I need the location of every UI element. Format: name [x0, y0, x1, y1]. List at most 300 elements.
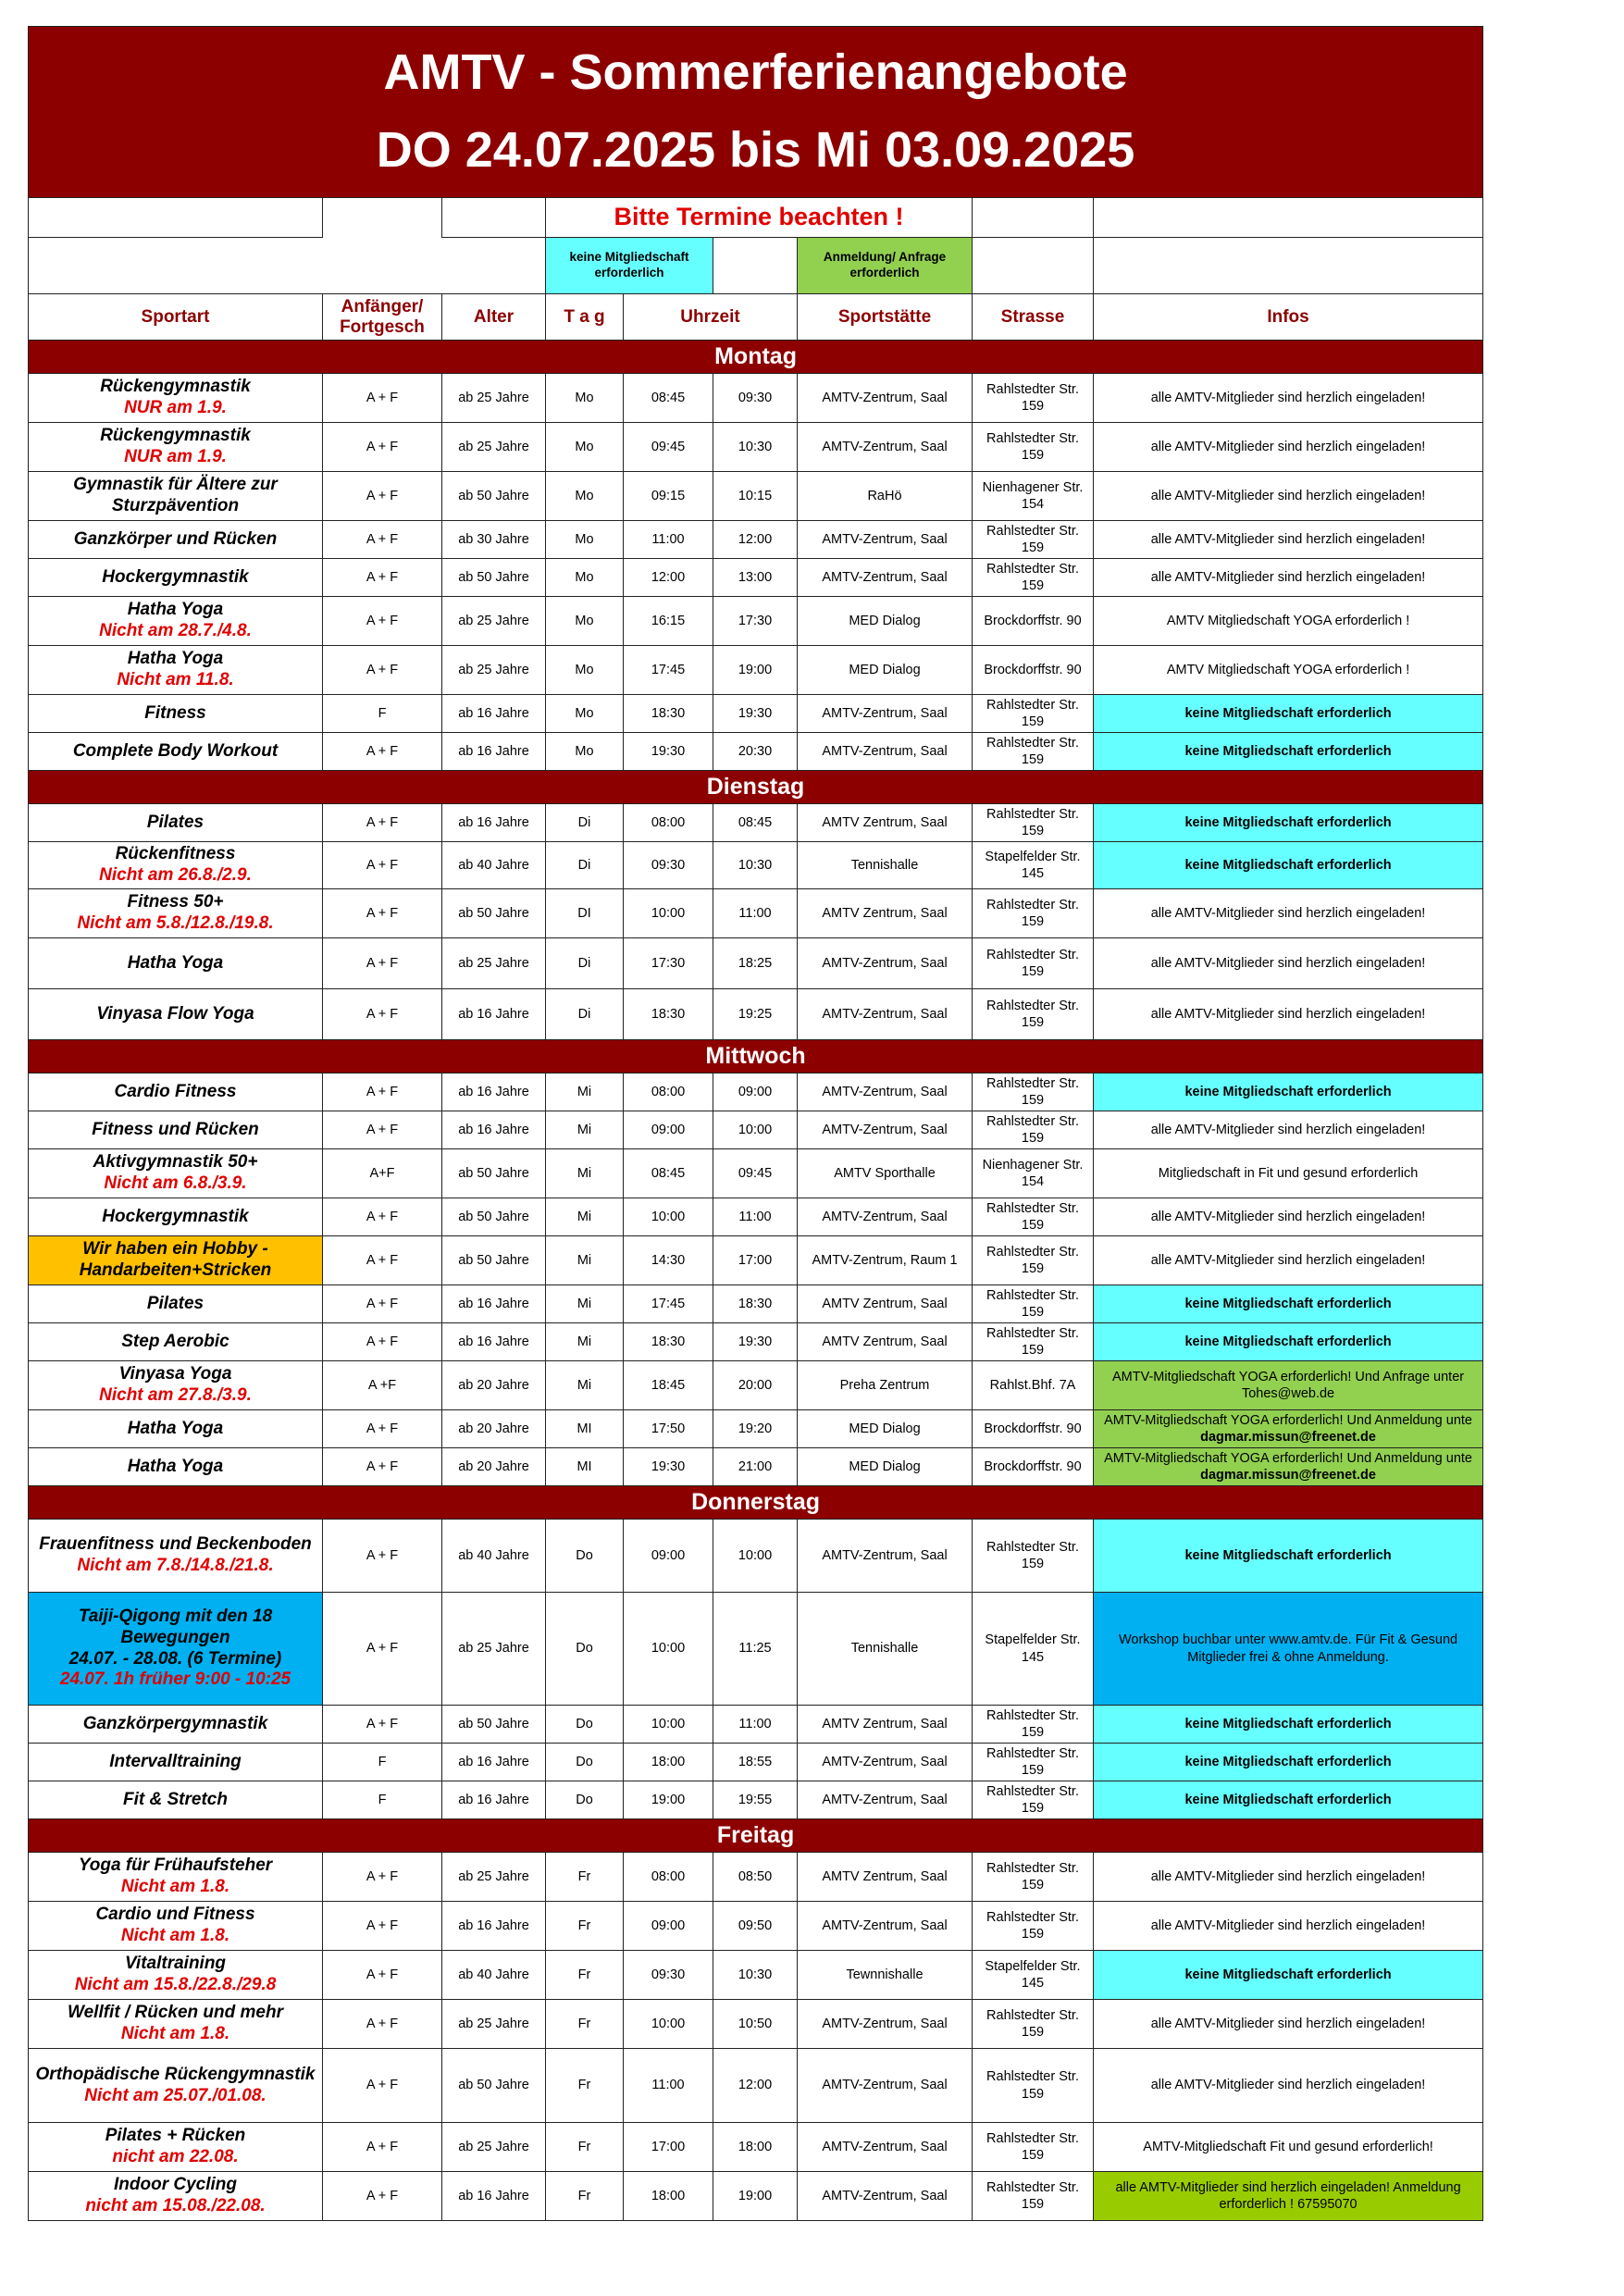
course-info-text: AMTV-Mitgliedschaft Fit und gesund erforderlich!	[1143, 2139, 1433, 2154]
course-venue: AMTV-Zentrum, Saal	[798, 1520, 973, 1593]
course-street: Rahlst.Bhf. 7A	[973, 1361, 1094, 1410]
course-info	[1094, 1410, 1483, 1448]
course-level: A + F	[323, 2049, 442, 2123]
day-section-row	[29, 1819, 1483, 1853]
course-info	[1094, 374, 1483, 423]
course-name-cell	[29, 938, 323, 989]
schedule-table	[28, 26, 1483, 2221]
course-info	[1094, 597, 1483, 646]
course-info-text: keine Mitgliedschaft erforderlich	[1184, 814, 1392, 830]
course-level: A + F	[323, 1448, 442, 1486]
course-name-cell	[29, 646, 323, 695]
course-info-text: keine Mitgliedschaft erforderlich	[1184, 1334, 1392, 1349]
course-end-time: 17:30	[713, 597, 798, 646]
course-street: Rahlstedter Str. 159	[973, 1111, 1094, 1149]
course-venue: AMTV-Zentrum, Saal	[798, 989, 973, 1040]
table-row	[29, 646, 1483, 695]
course-level: F	[323, 1744, 442, 1781]
course-venue: AMTV-Zentrum, Saal	[798, 374, 973, 423]
blank-cell	[29, 238, 546, 294]
course-name: Taiji-Qigong mit den 18 Bewegungen	[78, 1606, 273, 1647]
table-row	[29, 2123, 1483, 2172]
table-row	[29, 938, 1483, 989]
course-exception-note: Nicht am 1.8.	[120, 1877, 230, 1896]
course-name: Rückenfitness	[115, 844, 236, 864]
course-street: Rahlstedter Str. 159	[973, 374, 1094, 423]
table-row	[29, 597, 1483, 646]
course-end-time: 10:00	[713, 1520, 798, 1593]
course-end-time: 13:00	[713, 559, 798, 597]
course-venue: AMTV Zentrum, Saal	[798, 1706, 973, 1744]
course-start-time: 17:00	[624, 2123, 713, 2172]
course-name-cell	[29, 1951, 323, 2000]
course-venue: AMTV-Zentrum, Saal	[798, 1074, 973, 1111]
course-start-time: 11:00	[624, 2049, 713, 2123]
course-name: Intervalltraining	[109, 1751, 242, 1771]
course-name: Vitaltraining	[124, 1954, 227, 1974]
course-end-time: 19:30	[713, 695, 798, 733]
course-weekday: Fr	[546, 2049, 624, 2123]
course-info	[1094, 2000, 1483, 2049]
course-weekday: Di	[546, 938, 624, 989]
blank-cell	[442, 198, 546, 238]
header-venue: Sportstätte	[798, 294, 973, 341]
course-age: ab 50 Jahre	[442, 1236, 546, 1285]
course-age: ab 20 Jahre	[442, 1448, 546, 1486]
course-venue: AMTV-Zentrum, Saal	[798, 2123, 973, 2172]
course-info-text: alle AMTV-Mitglieder sind herzlich eingeladen!	[1150, 531, 1426, 547]
course-level: A + F	[323, 1902, 442, 1951]
course-age: ab 50 Jahre	[442, 472, 546, 521]
course-info-email: dagmar.missun@freenet.de	[1200, 1468, 1376, 1483]
course-info-text: alle AMTV-Mitglieder sind herzlich eingeladen!	[1150, 1122, 1426, 1137]
course-start-time: 09:30	[624, 1951, 713, 2000]
course-name-cell	[29, 597, 323, 646]
course-name: Fitness und Rücken	[92, 1119, 259, 1139]
course-info-text: keine Mitgliedschaft erforderlich	[1184, 1547, 1392, 1563]
table-row	[29, 472, 1483, 521]
course-level: F	[323, 1781, 442, 1819]
course-street: Rahlstedter Str. 159	[973, 1198, 1094, 1236]
course-name-cell	[29, 1198, 323, 1236]
course-street: Rahlstedter Str. 159	[973, 889, 1094, 938]
course-age: ab 40 Jahre	[442, 1951, 546, 2000]
course-start-time: 09:45	[624, 423, 713, 472]
course-name: Pilates + Rücken	[105, 2126, 246, 2146]
course-street: Brockdorffstr. 90	[973, 597, 1094, 646]
course-age: ab 40 Jahre	[442, 842, 546, 889]
table-row	[29, 1323, 1483, 1361]
course-venue: AMTV-Zentrum, Saal	[798, 733, 973, 771]
course-street: Rahlstedter Str. 159	[973, 1236, 1094, 1285]
course-name: Step Aerobic	[121, 1331, 229, 1351]
course-name-cell	[29, 374, 323, 423]
course-street: Rahlstedter Str. 159	[973, 1744, 1094, 1781]
course-age: ab 25 Jahre	[442, 597, 546, 646]
blank-cell	[29, 198, 323, 238]
course-info-text: alle AMTV-Mitglieder sind herzlich eingeladen!	[1150, 1868, 1426, 1884]
course-info	[1094, 1111, 1483, 1149]
course-weekday: DI	[546, 889, 624, 938]
table-row	[29, 423, 1483, 472]
course-info-text: keine Mitgliedschaft erforderlich	[1184, 857, 1392, 873]
table-row	[29, 1853, 1483, 1902]
course-info	[1094, 423, 1483, 472]
blank-cell	[973, 238, 1094, 294]
course-name-cell	[29, 423, 323, 472]
course-age: ab 16 Jahre	[442, 733, 546, 771]
blank-cell	[713, 238, 798, 294]
course-venue: AMTV-Zentrum, Saal	[798, 423, 973, 472]
table-row	[29, 1781, 1483, 1819]
course-info	[1094, 1236, 1483, 1285]
course-name: Cardio Fitness	[114, 1081, 237, 1101]
course-name: Rückengymnastik	[100, 426, 251, 446]
course-info	[1094, 1902, 1483, 1951]
course-weekday: Mi	[546, 1285, 624, 1323]
course-info-text: keine Mitgliedschaft erforderlich	[1184, 1792, 1392, 1807]
header-age: Alter	[442, 294, 546, 341]
course-start-time: 08:00	[624, 1853, 713, 1902]
course-end-time: 10:30	[713, 842, 798, 889]
course-weekday: Mo	[546, 646, 624, 695]
table-row	[29, 1448, 1483, 1486]
course-end-time: 12:00	[713, 521, 798, 559]
course-street: Rahlstedter Str. 159	[973, 1323, 1094, 1361]
course-name-cell	[29, 2049, 323, 2123]
course-exception-note: Nicht am 15.8./22.8./29.8	[74, 1975, 277, 1994]
course-info	[1094, 2123, 1483, 2172]
course-level: A + F	[323, 2000, 442, 2049]
course-start-time: 18:30	[624, 1323, 713, 1361]
course-info	[1094, 1853, 1483, 1902]
course-level: A + F	[323, 1323, 442, 1361]
course-street: Rahlstedter Str. 159	[973, 2172, 1094, 2221]
course-name: Fitness 50+	[127, 892, 224, 912]
course-end-time: 18:55	[713, 1744, 798, 1781]
course-end-time: 10:00	[713, 1111, 798, 1149]
course-age: ab 40 Jahre	[442, 1520, 546, 1593]
course-info-text: keine Mitgliedschaft erforderlich	[1184, 1967, 1392, 1982]
table-row	[29, 889, 1483, 938]
course-name-cell	[29, 1520, 323, 1593]
course-level: A +F	[323, 1361, 442, 1410]
course-name-cell	[29, 695, 323, 733]
course-level: A + F	[323, 1410, 442, 1448]
course-exception-note: Nicht am 7.8./14.8./21.8.	[77, 1556, 274, 1575]
course-venue: AMTV Zentrum, Saal	[798, 889, 973, 938]
course-end-time: 19:00	[713, 2172, 798, 2221]
course-level: A + F	[323, 521, 442, 559]
course-info-text: alle AMTV-Mitglieder sind herzlich eingeladen!	[1150, 2078, 1426, 2093]
course-exception-note: Nicht am 25.07./01.08.	[84, 2085, 267, 2105]
course-level: A + F	[323, 989, 442, 1040]
course-exception-note: Nicht am 26.8./2.9.	[99, 865, 252, 885]
course-end-time: 20:30	[713, 733, 798, 771]
course-weekday: Mo	[546, 597, 624, 646]
course-age: ab 16 Jahre	[442, 1744, 546, 1781]
course-info-text: alle AMTV-Mitglieder sind herzlich eingeladen!	[1150, 569, 1426, 585]
course-age: ab 25 Jahre	[442, 2123, 546, 2172]
course-info-text: AMTV-Mitgliedschaft YOGA erforderlich! Und Anmeldung unte	[1104, 1450, 1472, 1466]
course-info-text: Workshop buchbar unter www.amtv.de. Für Fit & Gesund Mitglieder frei & ohne Anmeldung.	[1118, 1632, 1458, 1665]
course-venue: AMTV-Zentrum, Saal	[798, 1198, 973, 1236]
course-end-time: 09:30	[713, 374, 798, 423]
course-age: ab 25 Jahre	[442, 374, 546, 423]
course-name: Wir haben ein Hobby - Handarbeiten+Stricken	[79, 1239, 272, 1280]
course-name-cell	[29, 1285, 323, 1323]
course-info-text: keine Mitgliedschaft erforderlich	[1184, 1716, 1392, 1731]
course-start-time: 19:30	[624, 733, 713, 771]
course-info	[1094, 1074, 1483, 1111]
course-age: ab 50 Jahre	[442, 889, 546, 938]
course-age: ab 50 Jahre	[442, 1706, 546, 1744]
course-name-cell	[29, 2123, 323, 2172]
course-name-cell	[29, 1361, 323, 1410]
course-level: A + F	[323, 733, 442, 771]
course-end-time: 18:00	[713, 2123, 798, 2172]
course-info-text: alle AMTV-Mitglieder sind herzlich eingeladen!	[1150, 439, 1426, 454]
course-exception-note: Nicht am 11.8.	[117, 670, 234, 689]
course-street: Rahlstedter Str. 159	[973, 733, 1094, 771]
course-info	[1094, 1448, 1483, 1486]
table-row	[29, 1520, 1483, 1593]
course-info	[1094, 472, 1483, 521]
course-level: A + F	[323, 1853, 442, 1902]
course-weekday: Mo	[546, 374, 624, 423]
course-venue: Preha Zentrum	[798, 1361, 973, 1410]
course-exception-note: NUR am 1.9.	[124, 447, 227, 466]
course-age: ab 16 Jahre	[442, 804, 546, 842]
course-end-time: 18:25	[713, 938, 798, 989]
course-info	[1094, 1361, 1483, 1410]
course-weekday: Do	[546, 1706, 624, 1744]
course-end-time: 11:00	[713, 889, 798, 938]
course-weekday: Mo	[546, 695, 624, 733]
course-end-time: 11:00	[713, 1198, 798, 1236]
course-level: A + F	[323, 1285, 442, 1323]
course-name: Ganzkörpergymnastik	[82, 1713, 268, 1733]
course-venue: AMTV-Zentrum, Saal	[798, 1744, 973, 1781]
day-section-title: Dienstag	[29, 771, 1483, 804]
course-name: Hatha Yoga	[127, 649, 224, 669]
course-start-time: 09:00	[624, 1111, 713, 1149]
course-street: Rahlstedter Str. 159	[973, 1520, 1094, 1593]
course-name: Indoor Cycling	[114, 2175, 237, 2195]
course-age: ab 30 Jahre	[442, 521, 546, 559]
course-start-time: 09:30	[624, 842, 713, 889]
course-venue: AMTV-Zentrum, Saal	[798, 695, 973, 733]
course-start-time: 08:45	[624, 1149, 713, 1198]
page-title	[29, 27, 1483, 198]
course-start-time: 18:00	[624, 1744, 713, 1781]
course-end-time: 17:00	[713, 1236, 798, 1285]
course-age: ab 16 Jahre	[442, 989, 546, 1040]
course-name-cell	[29, 733, 323, 771]
table-row	[29, 695, 1483, 733]
course-venue: MED Dialog	[798, 597, 973, 646]
course-venue: AMTV-Zentrum, Saal	[798, 1902, 973, 1951]
course-start-time: 09:15	[624, 472, 713, 521]
legend-no-membership: keine Mitgliedschaft erforderlich	[546, 238, 713, 294]
course-weekday: Mi	[546, 1323, 624, 1361]
course-start-time: 10:00	[624, 1593, 713, 1706]
course-dates: 24.07. - 28.08. (6 Termine)	[68, 1648, 282, 1669]
course-weekday: Mo	[546, 472, 624, 521]
course-level: A + F	[323, 1074, 442, 1111]
blank-cell	[973, 198, 1094, 238]
course-street: Stapelfelder Str. 145	[973, 1593, 1094, 1706]
course-name-cell	[29, 1323, 323, 1361]
course-name: Vinyasa Flow Yoga	[96, 1003, 254, 1024]
course-venue: AMTV-Zentrum, Saal	[798, 1781, 973, 1819]
course-age: ab 16 Jahre	[442, 2172, 546, 2221]
course-street: Rahlstedter Str. 159	[973, 559, 1094, 597]
course-name-cell	[29, 1111, 323, 1149]
course-age: ab 16 Jahre	[442, 1781, 546, 1819]
course-weekday: Mo	[546, 733, 624, 771]
title-line-1: AMTV - Sommerferienangebote	[383, 44, 1128, 101]
course-street: Rahlstedter Str. 159	[973, 423, 1094, 472]
course-info-text: AMTV-Mitgliedschaft YOGA erforderlich! Und Anfrage unter Tohes@web.de	[1111, 1369, 1465, 1401]
course-info	[1094, 1951, 1483, 2000]
course-name-cell	[29, 2000, 323, 2049]
course-exception-note: NUR am 1.9.	[124, 398, 227, 417]
course-info-text: keine Mitgliedschaft erforderlich	[1184, 705, 1392, 721]
course-info	[1094, 938, 1483, 989]
course-info-text: alle AMTV-Mitglieder sind herzlich eingeladen! Anmeldung erforderlich ! 67595070	[1115, 2179, 1461, 2212]
course-age: ab 50 Jahre	[442, 559, 546, 597]
day-section-row	[29, 341, 1483, 374]
course-name-cell	[29, 1410, 323, 1448]
course-start-time: 16:15	[624, 597, 713, 646]
course-level: A + F	[323, 1236, 442, 1285]
table-row	[29, 1902, 1483, 1951]
course-name-cell	[29, 1074, 323, 1111]
course-end-time: 19:25	[713, 989, 798, 1040]
course-age: ab 16 Jahre	[442, 1074, 546, 1111]
course-street: Rahlstedter Str. 159	[973, 804, 1094, 842]
header-day: T a g	[546, 294, 624, 341]
course-name: Hatha Yoga	[127, 1456, 224, 1476]
course-street: Stapelfelder Str. 145	[973, 842, 1094, 889]
course-info	[1094, 1149, 1483, 1198]
day-section-title: Mittwoch	[29, 1040, 1483, 1074]
course-start-time: 18:30	[624, 989, 713, 1040]
course-info	[1094, 804, 1483, 842]
course-weekday: Di	[546, 804, 624, 842]
course-info-text: keine Mitgliedschaft erforderlich	[1184, 1754, 1392, 1769]
course-info-text: alle AMTV-Mitglieder sind herzlich eingeladen!	[1150, 1209, 1426, 1224]
course-weekday: Mi	[546, 1361, 624, 1410]
course-weekday: Fr	[546, 2123, 624, 2172]
course-age: ab 16 Jahre	[442, 695, 546, 733]
course-street: Rahlstedter Str. 159	[973, 2000, 1094, 2049]
course-start-time: 17:50	[624, 1410, 713, 1448]
course-info	[1094, 889, 1483, 938]
course-info-text: alle AMTV-Mitglieder sind herzlich eingeladen!	[1150, 1917, 1426, 1933]
course-name: Pilates	[146, 812, 205, 832]
course-name: Hockergymnastik	[102, 1206, 249, 1226]
course-venue: AMTV Sporthalle	[798, 1149, 973, 1198]
course-street: Rahlstedter Str. 159	[973, 1781, 1094, 1819]
course-weekday: Di	[546, 989, 624, 1040]
table-row	[29, 1111, 1483, 1149]
course-exception-note: nicht am 15.08./22.08.	[85, 2196, 266, 2215]
course-level: A + F	[323, 2172, 442, 2221]
course-start-time: 10:00	[624, 889, 713, 938]
blank-cell	[323, 198, 442, 238]
blank-cell	[1094, 198, 1483, 238]
course-info	[1094, 1706, 1483, 1744]
course-level: A+F	[323, 1149, 442, 1198]
course-start-time: 11:00	[624, 521, 713, 559]
table-row	[29, 842, 1483, 889]
course-start-time: 10:00	[624, 2000, 713, 2049]
course-name-cell	[29, 1781, 323, 1819]
course-info	[1094, 1198, 1483, 1236]
course-end-time: 10:50	[713, 2000, 798, 2049]
course-weekday: Fr	[546, 1853, 624, 1902]
course-name: Hatha Yoga	[127, 952, 224, 973]
course-info-email: dagmar.missun@freenet.de	[1200, 1430, 1376, 1445]
course-level: A + F	[323, 938, 442, 989]
table-row	[29, 374, 1483, 423]
table-row	[29, 1410, 1483, 1448]
course-weekday: Mi	[546, 1149, 624, 1198]
course-street: Rahlstedter Str. 159	[973, 2123, 1094, 2172]
course-street: Stapelfelder Str. 145	[973, 1951, 1094, 2000]
course-name-cell	[29, 1593, 323, 1706]
course-venue: AMTV-Zentrum, Saal	[798, 938, 973, 989]
course-venue: AMTV-Zentrum, Saal	[798, 2049, 973, 2123]
course-end-time: 09:00	[713, 1074, 798, 1111]
course-level: A + F	[323, 1520, 442, 1593]
course-info	[1094, 1593, 1483, 1706]
course-weekday: Mi	[546, 1111, 624, 1149]
table-row	[29, 2000, 1483, 2049]
course-level: A + F	[323, 597, 442, 646]
course-street: Rahlstedter Str. 159	[973, 695, 1094, 733]
course-weekday: Fr	[546, 1902, 624, 1951]
course-start-time: 17:45	[624, 1285, 713, 1323]
course-age: ab 25 Jahre	[442, 2000, 546, 2049]
course-name: Fit & Stretch	[123, 1789, 228, 1809]
course-level: A + F	[323, 423, 442, 472]
course-end-time: 10:15	[713, 472, 798, 521]
course-weekday: Do	[546, 1593, 624, 1706]
day-section-title: Freitag	[29, 1819, 1483, 1853]
table-row	[29, 559, 1483, 597]
course-weekday: Do	[546, 1744, 624, 1781]
course-age: ab 25 Jahre	[442, 938, 546, 989]
course-venue: AMTV Zentrum, Saal	[798, 1323, 973, 1361]
course-weekday: Mi	[546, 1074, 624, 1111]
course-start-time: 14:30	[624, 1236, 713, 1285]
course-end-time: 20:00	[713, 1361, 798, 1410]
course-venue: AMTV Zentrum, Saal	[798, 804, 973, 842]
course-name: Gymnastik für Ältere zur Sturzpävention	[73, 475, 278, 515]
course-weekday: Mo	[546, 559, 624, 597]
course-level: A + F	[323, 472, 442, 521]
course-name: Ganzkörper und Rücken	[73, 528, 278, 549]
course-start-time: 17:30	[624, 938, 713, 989]
course-name-cell	[29, 804, 323, 842]
course-start-time: 18:00	[624, 2172, 713, 2221]
course-name: Frauenfitness und Beckenboden	[39, 1534, 312, 1555]
table-row	[29, 733, 1483, 771]
course-venue: AMTV Zentrum, Saal	[798, 1853, 973, 1902]
